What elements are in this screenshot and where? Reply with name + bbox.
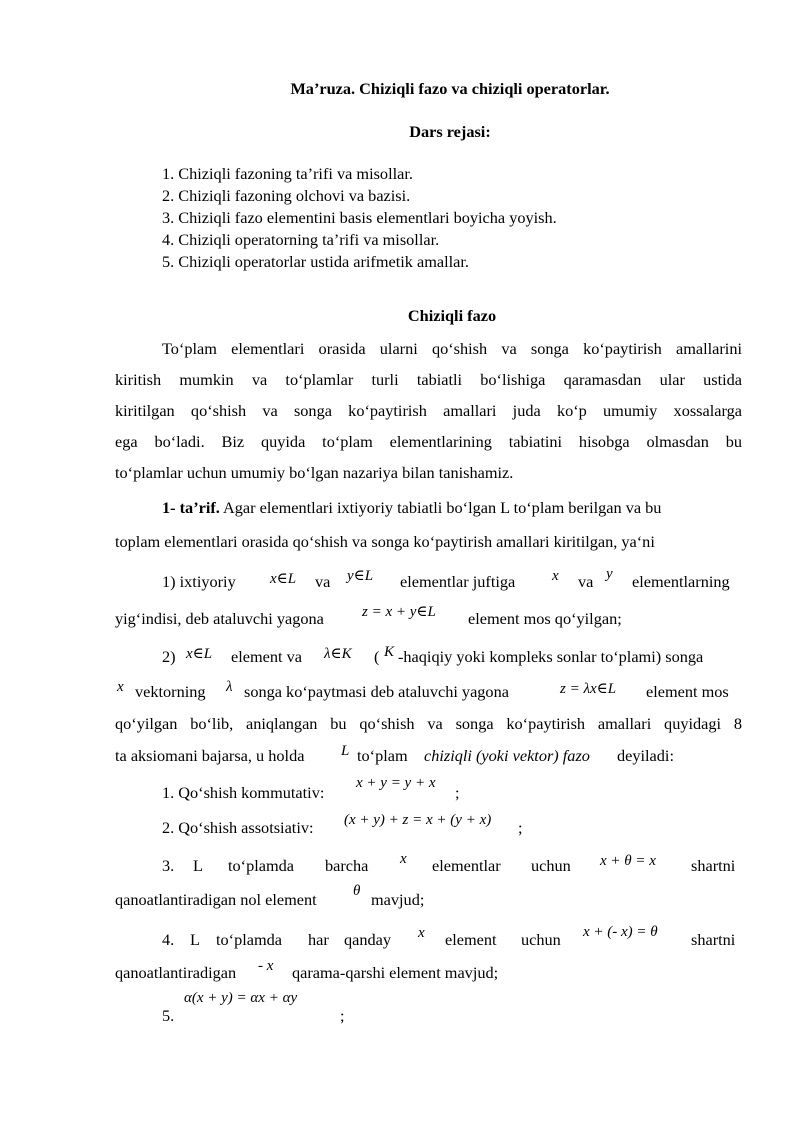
page-title: Ma’ruza. Chiziqli fazo va chiziqli operatorlar. <box>290 79 610 98</box>
condition-text: element mos qo‘yilgan; <box>468 609 622 628</box>
condition-text: elementlar juftiga <box>400 572 516 591</box>
axiom-text: to‘plamda <box>228 856 295 875</box>
axiom-text: elementlar <box>432 856 501 875</box>
axiom-text: ; <box>518 818 523 837</box>
condition-text: elementlarning <box>632 572 730 591</box>
condition-text: va <box>315 572 331 591</box>
axiom-text: ; <box>455 783 460 802</box>
paragraph-line: ega bo‘ladi. Biz quyida to‘plam elementlarining tabiatini hisobga olmasdan bu <box>115 432 742 451</box>
definition-line <box>162 498 661 518</box>
axiom-text: 5. <box>162 1006 175 1025</box>
axiom-text: shartni <box>691 856 736 875</box>
math-expression: (x + y) + z = x + (y + x) <box>344 812 492 828</box>
axiom-text: 1. Qo‘shish kommutativ: <box>162 783 325 802</box>
condition-text: va <box>578 572 594 591</box>
condition-text: element mos <box>646 682 729 701</box>
plan-item: 3. Chiziqli fazo elementini basis elementlari boyicha yoyish. <box>162 208 557 227</box>
plan-item: 1. Chiziqli fazoning ta’rifi va misollar. <box>162 164 413 183</box>
axiom-text: har <box>308 930 329 949</box>
axiom-text: mavjud; <box>371 890 425 909</box>
plan-item: 4. Chiziqli operatorning ta’rifi va misollar. <box>162 230 440 249</box>
axiom-text: 3. <box>162 856 175 875</box>
section-heading: Chiziqli fazo <box>407 306 497 325</box>
math-expression: λ <box>226 679 233 695</box>
plan-item: 5. Chiziqli operatorlar ustida arifmetik amallar. <box>162 252 469 271</box>
defined-term: chiziqli (yoki vektor) fazo <box>424 746 590 765</box>
math-expression: L <box>341 743 350 759</box>
plan-item: 2. Chiziqli fazoning olchovi va bazisi. <box>162 186 411 205</box>
condition-text: -haqiqiy yoki kompleks sonlar to‘plami) songa <box>398 647 704 666</box>
math-expression: x <box>400 851 407 867</box>
axiom-text: qanday <box>344 930 392 949</box>
condition-text: ( <box>374 647 380 666</box>
axiom-text: element <box>445 930 497 949</box>
axiom-text: shartni <box>691 930 736 949</box>
math-expression: y <box>606 566 613 582</box>
condition-text: yig‘indisi, deb ataluvchi yagona <box>115 609 324 628</box>
paragraph-line: kiritish mumkin va to‘plamlar turli tabiatli bo‘lishiga qaramasdan ular ustida <box>115 370 742 389</box>
math-expression: x <box>552 568 559 584</box>
math-expression: z = x + y∈L <box>362 604 436 620</box>
axiom-text: qanoatlantiradigan nol element <box>115 890 317 909</box>
condition-text: element va <box>231 647 302 666</box>
math-expression: - x <box>258 958 274 974</box>
condition-text: qo‘yilgan bo‘lib, aniqlangan bu qo‘shish va songa ko‘paytirish amallari quyidagi 8 <box>115 714 742 733</box>
math-expression: y∈L <box>347 568 374 584</box>
math-expression: x <box>418 925 425 941</box>
condition-text: deyiladi: <box>617 746 674 765</box>
math-expression: x∈L <box>186 646 213 662</box>
definition-label: 1- ta’rif. <box>162 498 220 517</box>
condition-text: to‘plam <box>357 746 408 765</box>
math-expression: α(x + y) = αx + αy <box>184 990 298 1006</box>
axiom-text: 2. Qo‘shish assotsiativ: <box>162 818 314 837</box>
math-expression: x + (- x) = θ <box>583 924 658 940</box>
paragraph-line: To‘plam elementlari orasida ularni qo‘shish va songa ko‘paytirish amallarini <box>162 339 742 358</box>
axiom-text: L <box>193 856 203 875</box>
axiom-text: L <box>190 930 200 949</box>
axiom-text: ; <box>340 1006 345 1025</box>
math-expression: x∈L <box>270 571 297 587</box>
condition-text: vektorning <box>135 682 206 701</box>
axiom-text: to‘plamda <box>216 930 283 949</box>
axiom-text: uchun <box>521 930 561 949</box>
paragraph-line: to‘plamlar uchun umumiy bo‘lgan nazariya bilan tanishamiz. <box>115 463 514 482</box>
condition-text: 2) <box>162 647 176 666</box>
math-expression: K <box>384 644 395 660</box>
condition-text: ta aksiomani bajarsa, u holda <box>115 746 305 765</box>
math-expression: λ∈K <box>324 646 352 662</box>
math-expression: θ <box>353 883 361 899</box>
math-expression: x + y = y + x <box>356 775 436 791</box>
axiom-text: 4. <box>162 930 175 949</box>
axiom-text: barcha <box>325 856 369 875</box>
condition-text: 1) ixtiyoriy <box>162 572 236 591</box>
definition-text: Agar elementlari ixtiyoriy tabiatli bo‘lgan L to‘plam berilgan va bu <box>223 498 662 517</box>
math-expression: x + θ = x <box>600 853 656 869</box>
paragraph-line: kiritilgan qo‘shish va songa ko‘paytirish amallari juda ko‘p umumiy xossalarga <box>115 401 742 420</box>
definition-line: toplam elementlari orasida qo‘shish va songa ko‘paytirish amallari kiritilgan, ya‘ni <box>115 532 655 551</box>
math-expression: x <box>117 679 124 695</box>
axiom-text: uchun <box>531 856 571 875</box>
axiom-text: qarama-qarshi element mavjud; <box>292 963 499 982</box>
condition-text: songa ko‘paytmasi deb ataluvchi yagona <box>244 682 509 701</box>
math-expression: z = λx∈L <box>560 681 617 697</box>
plan-heading: Dars rejasi: <box>409 122 491 141</box>
axiom-text: qanoatlantiradigan <box>115 963 237 982</box>
